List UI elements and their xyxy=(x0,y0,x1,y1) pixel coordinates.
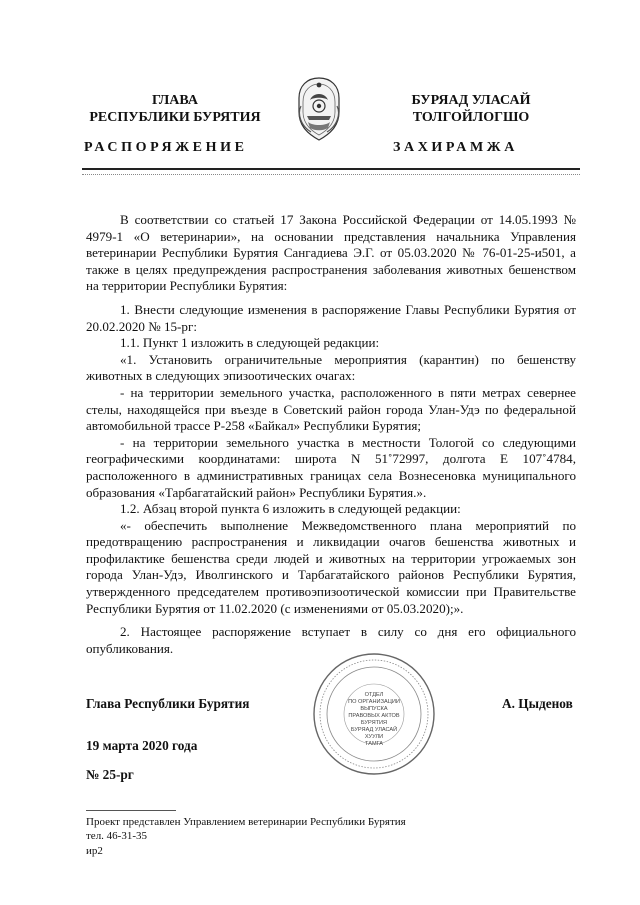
official-seal-icon xyxy=(312,652,436,776)
document-date: 19 марта 2020 года xyxy=(86,738,198,753)
header-left-title: ГЛАВА xyxy=(152,93,198,108)
coat-of-arms-icon xyxy=(293,76,345,142)
header-left-block xyxy=(80,92,270,126)
footer-code: ир2 xyxy=(86,844,103,857)
paragraph-plan: «- обеспечить выполнение Межведомственного плана мероприятий по предотвращению распространения и ликвидации очагов бешенства животных и профилактике бешенства среди людей и животных на территории угрожаемых зон города Улан-Удэ, Иволгинского и Тарбагатайского районов Республики Бурятия, утвержденного председателем противоэпизоотической комиссии при Правительстве Республики Бурятия от 11.02.2020 (с изменениями от 05.03.2020);». xyxy=(86,517,576,616)
header-left-subtitle: РЕСПУБЛИКИ БУРЯТИЯ xyxy=(89,110,261,125)
document-body xyxy=(86,212,576,657)
footer-block xyxy=(86,815,406,858)
seal-line: БУРЯАД УЛАСАЙ xyxy=(350,727,398,733)
paragraph-quarantine: «1. Установить ограничительные мероприятия (карантин) по бешенству животных в следующих эпизоотических очагах: xyxy=(86,351,576,384)
footer-phone: тел. 46-31-35 xyxy=(86,830,148,843)
seal-line: ХУУЛИ xyxy=(364,734,384,740)
seal-line: ВЫПУСКА xyxy=(360,706,388,712)
paragraph-item-2: 2. Настоящее распоряжение вступает в силу со дня его официального опубликования. xyxy=(86,624,576,656)
footer-author: Проект представлен Управлением ветеринарии Республики Бурятия xyxy=(86,816,406,828)
document-number: № 25-рг xyxy=(86,767,134,782)
signatory-name: А. Цыденов xyxy=(502,696,573,711)
seal-line: БУРЯТИЯ xyxy=(360,720,388,726)
seal-line: ПО ОРГАНИЗАЦИИ xyxy=(348,699,400,705)
document-type-bua: ЗАХИРАМЖА xyxy=(393,140,518,155)
seal-line: ОТДЕЛ xyxy=(364,692,384,698)
header-right-title: БУРЯАД УЛАСАЙ xyxy=(411,93,531,108)
paragraph-item-1-2: 1.2. Абзац второй пункта 6 изложить в следующей редакции: xyxy=(120,501,461,517)
header-dotted-divider xyxy=(82,174,580,175)
paragraph-item-1-1: 1.1. Пункт 1 изложить в следующей редакции: xyxy=(120,335,380,351)
signatory-position: Глава Республики Бурятия xyxy=(86,696,250,711)
paragraph-site-1: - на территории земельного участка, расположенного в пяти метрах севернее стелы, находящейся при въезде в Советский район города Улан-Удэ по федеральной автомобильной трассе Р-258 «Байкал» Республики Бурятия; xyxy=(86,384,576,434)
paragraph-site-2: - на территории земельного участка в местности Тологой со следующими географическими координатами: широта N 51˚72997, долгота E 107˚4784, расположенного в административных границах села Вознесеновка муниципального образования «Тарбагатайский район» Республики Бурятия.». xyxy=(86,434,576,500)
header-right-block xyxy=(382,92,560,126)
header-divider xyxy=(82,168,580,170)
seal-line: ТАМГА xyxy=(364,741,384,747)
header-right-subtitle: ТОЛГОЙЛОГШО xyxy=(412,110,530,125)
document-type-ru: РАСПОРЯЖЕНИЕ xyxy=(84,140,248,155)
paragraph-item-1: 1. Внести следующие изменения в распоряжение Главы Республики Бурятия от 20.02.2020 № 15-рг: xyxy=(86,301,576,334)
seal-line: ПРАВОВЫХ АКТОВ xyxy=(348,713,400,719)
footer-divider xyxy=(86,810,176,811)
paragraph-preamble: В соответствии со статьей 17 Закона Российской Федерации от 14.05.1993 № 4979-1 «О ветеринарии», на основании представления начальника Управления ветеринарии Республики Бурятия Сангадиева Э.Г. от 05.03.2020 № 76-01-25-и501, а также в целях предупреждения распространения заболевания животных бешенством на территории Республики Бурятия: xyxy=(86,212,576,294)
